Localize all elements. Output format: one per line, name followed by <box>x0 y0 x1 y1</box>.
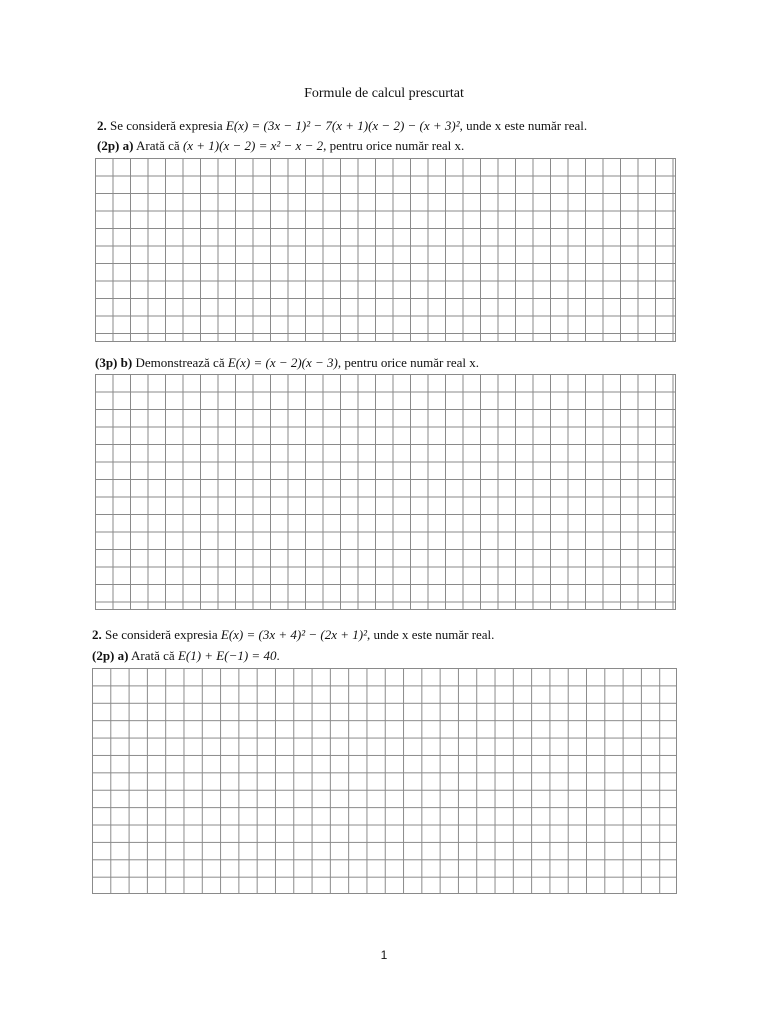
problem2-part-a <box>92 648 280 664</box>
problem2-part-a-points: (2p) a) <box>92 648 129 663</box>
problem1-part-a-suffix: , pentru orice număr real x. <box>323 138 465 153</box>
problem1-part-b-identity: E(x) = (x − 2)(x − 3) <box>227 355 338 370</box>
problem2-part-a-identity: E(1) + E(−1) = 40 <box>177 648 277 663</box>
problem1-statement <box>97 118 587 134</box>
problem1-part-a <box>97 138 464 154</box>
problem1-number: 2. <box>97 118 107 133</box>
problem1-part-a-points: (2p) a) <box>97 138 134 153</box>
problem2-expression: E(x) = (3x + 4)² − (2x + 1)² <box>220 627 367 642</box>
problem2-intro: Se consideră expresia <box>105 627 218 642</box>
problem1-part-b-suffix: , pentru orice număr real x. <box>337 355 480 370</box>
problem1-part-b <box>95 355 479 371</box>
problem1-part-b-text: Demonstrează că <box>135 355 225 370</box>
problem1-part-b-points: (3p) b) <box>95 355 133 370</box>
problem1-suffix: , unde x este număr real. <box>459 118 588 133</box>
answer-grid-1[interactable] <box>95 158 676 342</box>
problem2-statement <box>92 627 494 643</box>
problem2-suffix: , unde x este număr real. <box>367 627 495 642</box>
problem2-number: 2. <box>92 627 102 642</box>
problem2-part-a-text: Arată că <box>131 648 175 663</box>
answer-grid-3[interactable] <box>92 668 677 894</box>
problem1-part-a-identity: (x + 1)(x − 2) = x² − x − 2 <box>182 138 324 153</box>
page-number: 1 <box>380 948 388 962</box>
problem2-part-a-suffix: . <box>276 648 280 663</box>
page-title: Formule de calcul prescurtat <box>304 86 464 101</box>
problem1-part-a-text: Arată că <box>136 138 180 153</box>
problem1-expression: E(x) = (3x − 1)² − 7(x + 1)(x − 2) − (x + 3)² <box>225 118 460 133</box>
answer-grid-2[interactable] <box>95 374 676 610</box>
problem1-intro: Se consideră expresia <box>110 118 223 133</box>
